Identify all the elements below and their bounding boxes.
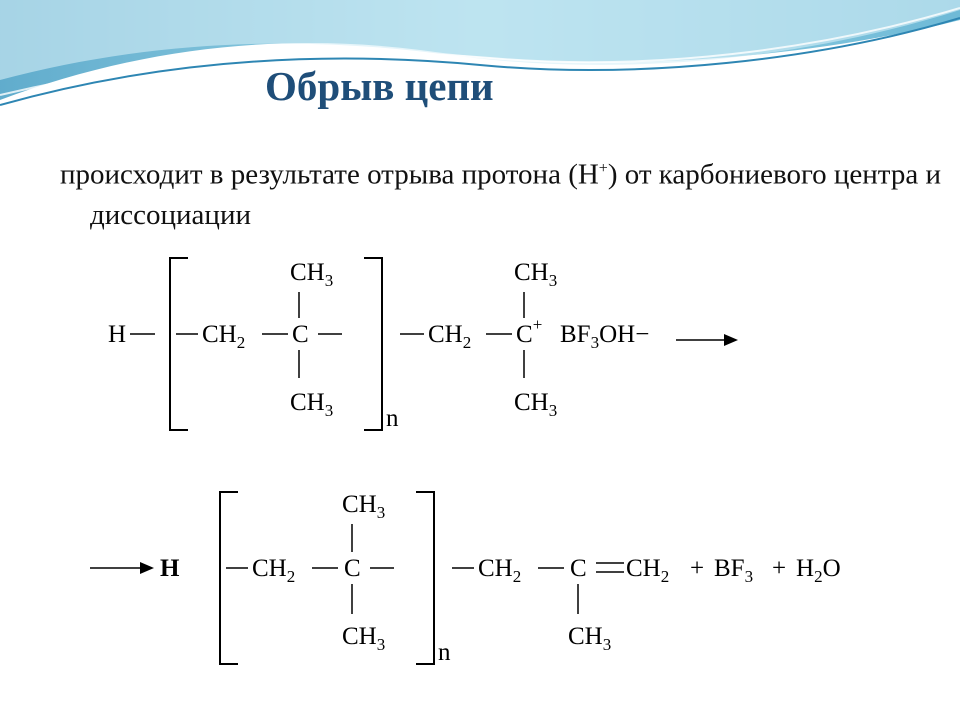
r2-plus-2: + <box>772 555 787 582</box>
r1-ch2-right: $CH_2$ <box>428 321 472 352</box>
r2-ch2-left: $CH_2$ <box>252 555 296 586</box>
r2-plus-1: + <box>690 555 705 582</box>
r2-ch3-bottom-right: $CH_3$ <box>568 623 612 654</box>
r1-ch3-top: $CH_3$ <box>290 259 334 290</box>
r1-ch2-left: $CH_2$ <box>202 321 246 352</box>
r1-carbocation: C+ <box>516 315 543 348</box>
r2-right-bracket <box>416 492 434 664</box>
r2-c-quaternary: C <box>344 555 361 582</box>
description-superscript: + <box>598 160 608 177</box>
r1-ch3-bottom: $CH_3$ <box>290 389 334 420</box>
r2-c-alkene: C <box>570 555 587 582</box>
reaction-row-1 <box>108 258 738 432</box>
r2-h-atom: H <box>160 555 180 582</box>
r1-counterion: $BF_3OH-$ <box>560 321 650 352</box>
r2-water: $H_2O$ <box>796 555 841 586</box>
r1-h-atom: H <box>108 321 127 348</box>
reaction-row-2 <box>90 491 841 666</box>
chain-termination-reaction-scheme <box>80 238 860 688</box>
r2-ch3-bottom: $CH_3$ <box>342 623 386 654</box>
r2-ch2-right: $CH_2$ <box>478 555 522 586</box>
r1-ch3-bottom-right: $CH_3$ <box>514 389 558 420</box>
r1-right-bracket <box>364 258 382 430</box>
r1-subscript-n: n <box>386 405 399 432</box>
r2-subscript-n: n <box>438 639 451 666</box>
slide-title: Обрыв цепи <box>265 63 494 109</box>
slide-description <box>60 149 950 235</box>
r2-ch3-top: $CH_3$ <box>342 491 386 522</box>
r1-c-quaternary: C <box>292 321 309 348</box>
r1-left-bracket <box>170 258 188 430</box>
description-part2: ) от карбониевого центра и диссоциации <box>90 158 941 231</box>
r1-ch3-top-right: $CH_3$ <box>514 259 558 290</box>
r2-bf3: $BF_3$ <box>714 555 754 586</box>
description-part1: происходит в результате отрыва протона (Н <box>60 158 599 191</box>
r2-ch2-terminal: $CH_2$ <box>626 555 670 586</box>
r2-left-bracket <box>220 492 238 664</box>
